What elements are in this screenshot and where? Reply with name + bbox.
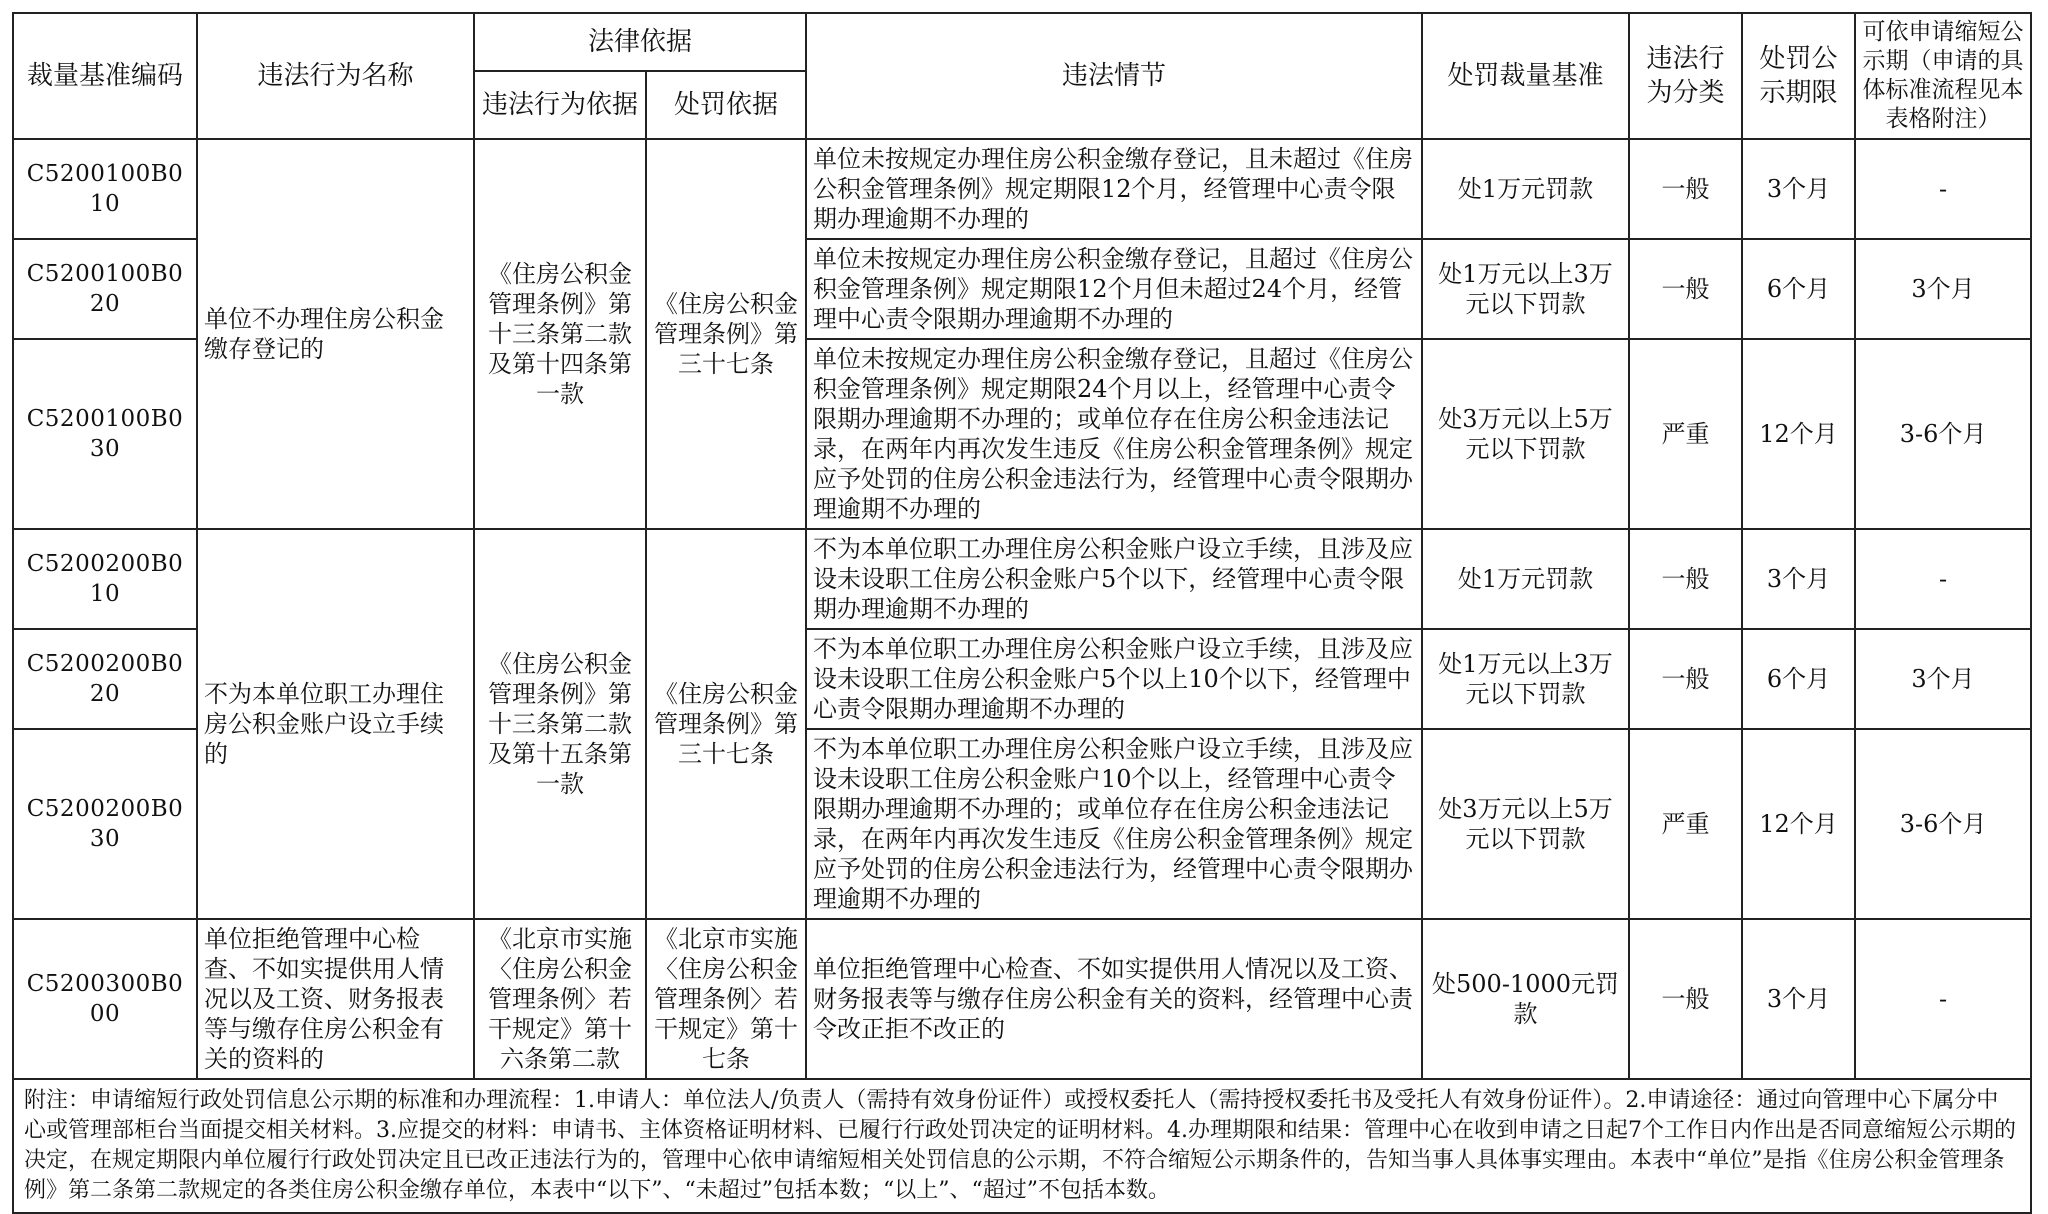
violation-basis: 《住房公积金管理条例》第十三条第二款及第十四条第一款 — [474, 139, 646, 529]
violation-name: 单位不办理住房公积金缴存登记的 — [197, 139, 474, 529]
row-standard: 处3万元以上5万元以下罚款 — [1422, 339, 1629, 529]
row-circumstance: 不为本单位职工办理住房公积金账户设立手续，且涉及应设未设职工住房公积金账户5个以下，经管理中心责令限期办理逾期不办理的 — [806, 529, 1422, 629]
row-code: C5200100B020 — [13, 239, 197, 339]
table-row — [13, 139, 2031, 239]
row-standard: 处500-1000元罚款 — [1422, 919, 1629, 1079]
row-shorten: - — [1855, 529, 2031, 629]
row-shorten: 3个月 — [1855, 239, 2031, 339]
header-category: 违法行为分类 — [1629, 13, 1742, 139]
row-period: 6个月 — [1742, 239, 1855, 339]
row-category: 严重 — [1629, 339, 1742, 529]
document-page — [12, 12, 2030, 1214]
row-circumstance: 单位未按规定办理住房公积金缴存登记，且超过《住房公积金管理条例》规定期限12个月但未超过24个月，经管理中心责令限期办理逾期不办理的 — [806, 239, 1422, 339]
row-period: 12个月 — [1742, 339, 1855, 529]
row-standard: 处1万元以上3万元以下罚款 — [1422, 629, 1629, 729]
header-standard: 处罚裁量基准 — [1422, 13, 1629, 139]
row-period: 3个月 — [1742, 919, 1855, 1079]
header-code: 裁量基准编码 — [13, 13, 197, 139]
violation-name: 不为本单位职工办理住房公积金账户设立手续的 — [197, 529, 474, 919]
penalty-basis: 《北京市实施〈住房公积金管理条例〉若干规定》第十七条 — [646, 919, 806, 1079]
row-category: 一般 — [1629, 139, 1742, 239]
header-circumstance: 违法情节 — [806, 13, 1422, 139]
violation-name: 单位拒绝管理中心检查、不如实提供用人情况以及工资、财务报表等与缴存住房公积金有关的资料的 — [197, 919, 474, 1079]
row-period: 6个月 — [1742, 629, 1855, 729]
row-standard: 处1万元以上3万元以下罚款 — [1422, 239, 1629, 339]
row-circumstance: 单位未按规定办理住房公积金缴存登记，且超过《住房公积金管理条例》规定期限24个月以上，经管理中心责令限期办理逾期不办理的；或单位存在住房公积金违法记录，在两年内再次发生违反《住房公积金管理条例》规定应予处罚的住房公积金违法行为，经管理中心责令限期办理逾期不办理的 — [806, 339, 1422, 529]
row-circumstance: 不为本单位职工办理住房公积金账户设立手续，且涉及应设未设职工住房公积金账户10个以上，经管理中心责令限期办理逾期不办理的；或单位存在住房公积金违法记录，在两年内再次发生违反《住房公积金管理条例》规定应予处罚的住房公积金违法行为，经管理中心责令限期办理逾期不办理的 — [806, 729, 1422, 919]
row-code: C5200300B000 — [13, 919, 197, 1079]
violation-basis: 《住房公积金管理条例》第十三条第二款及第十五条第一款 — [474, 529, 646, 919]
row-category: 严重 — [1629, 729, 1742, 919]
note-row — [13, 1079, 2031, 1213]
row-shorten: 3-6个月 — [1855, 729, 2031, 919]
table-row — [13, 529, 2031, 629]
header-period: 处罚公示期限 — [1742, 13, 1855, 139]
row-category: 一般 — [1629, 629, 1742, 729]
header-legal-basis: 法律依据 — [474, 13, 806, 71]
row-period: 3个月 — [1742, 529, 1855, 629]
row-standard: 处1万元罚款 — [1422, 139, 1629, 239]
header-shorten: 可依申请缩短公示期（申请的具体标准流程见本表格附注） — [1855, 13, 2031, 139]
row-category: 一般 — [1629, 529, 1742, 629]
row-code: C5200100B010 — [13, 139, 197, 239]
row-code: C5200100B030 — [13, 339, 197, 529]
row-period: 12个月 — [1742, 729, 1855, 919]
penalty-discretion-table — [12, 12, 2032, 1214]
header-violation-basis: 违法行为依据 — [474, 71, 646, 139]
row-standard: 处1万元罚款 — [1422, 529, 1629, 629]
header-name: 违法行为名称 — [197, 13, 474, 139]
row-shorten: - — [1855, 139, 2031, 239]
row-code: C5200200B020 — [13, 629, 197, 729]
row-circumstance: 单位未按规定办理住房公积金缴存登记，且未超过《住房公积金管理条例》规定期限12个月，经管理中心责令限期办理逾期不办理的 — [806, 139, 1422, 239]
row-category: 一般 — [1629, 239, 1742, 339]
row-period: 3个月 — [1742, 139, 1855, 239]
header-penalty-basis: 处罚依据 — [646, 71, 806, 139]
violation-basis: 《北京市实施〈住房公积金管理条例〉若干规定》第十六条第二款 — [474, 919, 646, 1079]
row-shorten: 3个月 — [1855, 629, 2031, 729]
row-category: 一般 — [1629, 919, 1742, 1079]
row-code: C5200200B010 — [13, 529, 197, 629]
penalty-basis: 《住房公积金管理条例》第三十七条 — [646, 529, 806, 919]
row-circumstance: 不为本单位职工办理住房公积金账户设立手续，且涉及应设未设职工住房公积金账户5个以上10个以下，经管理中心责令限期办理逾期不办理的 — [806, 629, 1422, 729]
footnote: 附注：申请缩短行政处罚信息公示期的标准和办理流程：1.申请人：单位法人/负责人（需持有效身份证件）或授权委托人（需持授权委托书及受托人有效身份证件）。2.申请途径：通过向管理中心下属分中心或管理部柜台当面提交相关材料。3.应提交的材料：申请书、主体资格证明材料、已履行行政处罚决定的证明材料。4.办理期限和结果：管理中心在收到申请之日起7个工作日内作出是否同意缩短公示期的决定，在规定期限内单位履行行政处罚决定且已改正违法行为的，管理中心依申请缩短相关处罚信息的公示期，不符合缩短公示期条件的，告知当事人具体事实理由。本表中“单位”是指《住房公积金管理条例》第二条第二款规定的各类住房公积金缴存单位，本表中“以下”、“未超过”包括本数；“以上”、“超过”不包括本数。 — [13, 1079, 2031, 1213]
table-row — [13, 919, 2031, 1079]
row-code: C5200200B030 — [13, 729, 197, 919]
row-standard: 处3万元以上5万元以下罚款 — [1422, 729, 1629, 919]
row-shorten: - — [1855, 919, 2031, 1079]
row-circumstance: 单位拒绝管理中心检查、不如实提供用人情况以及工资、财务报表等与缴存住房公积金有关的资料，经管理中心责令改正拒不改正的 — [806, 919, 1422, 1079]
row-shorten: 3-6个月 — [1855, 339, 2031, 529]
penalty-basis: 《住房公积金管理条例》第三十七条 — [646, 139, 806, 529]
